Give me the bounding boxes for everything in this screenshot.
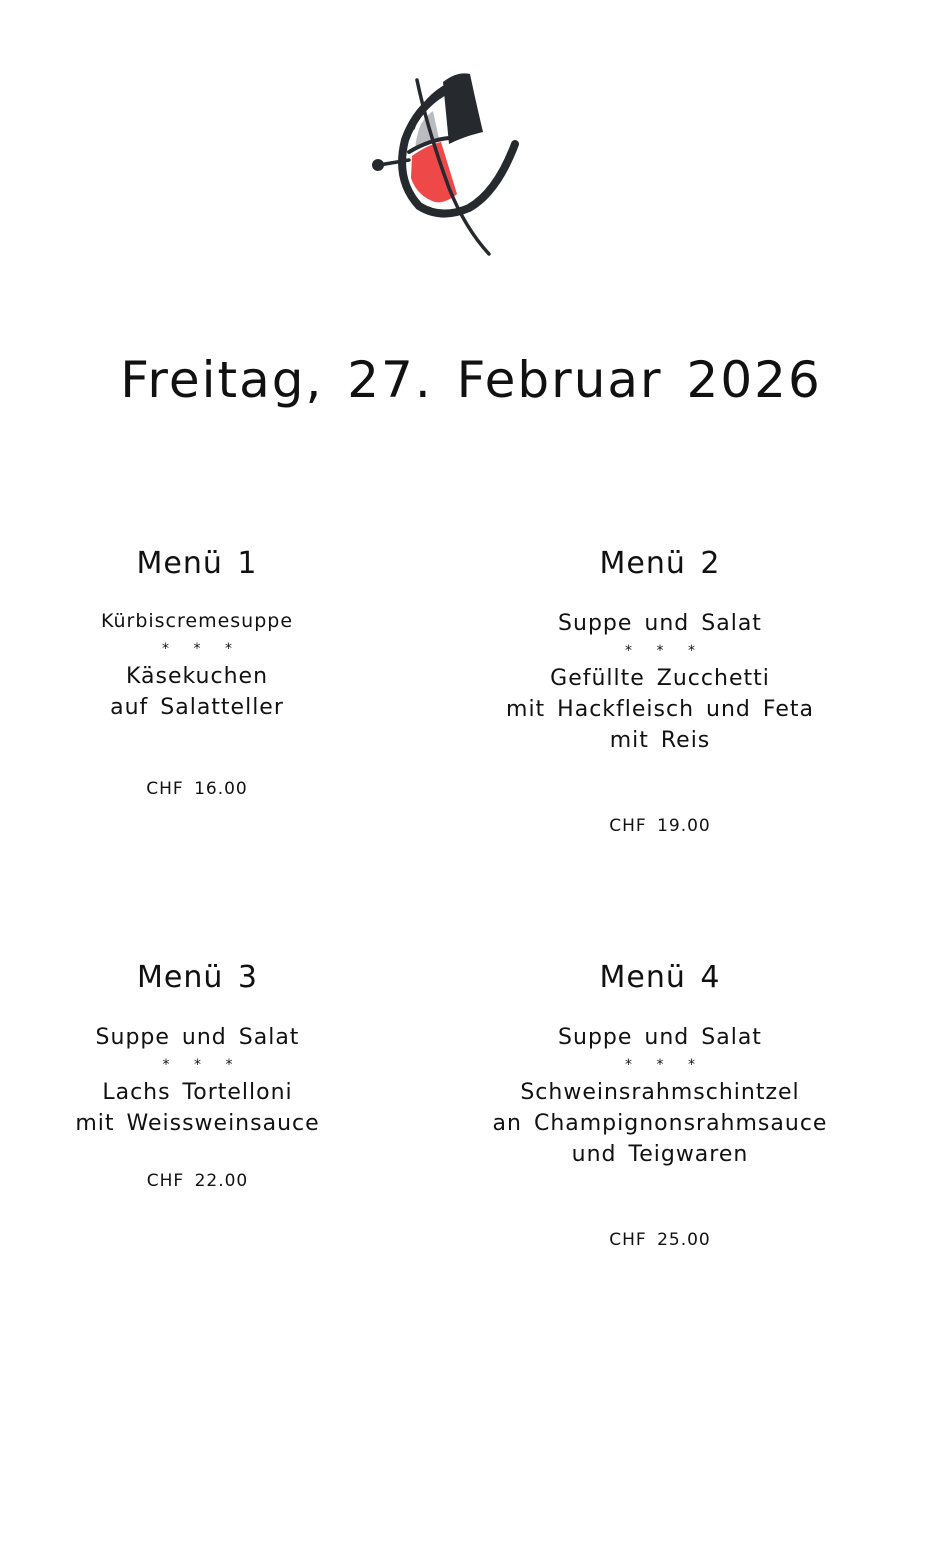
course-separator: * * * [162,641,242,657]
menu-main-line: und Teigwaren [571,1142,749,1167]
menu-heading: Menü 4 [599,960,721,995]
restaurant-logo [365,68,525,263]
menu-starter: Suppe und Salat [95,1025,300,1050]
menu-heading: Menü 2 [599,546,721,581]
menu-main-line: mit Reis [609,728,711,753]
menu-main-line: auf Salatteller [110,695,284,720]
course-separator: * * * [162,1057,243,1073]
menu-card-2 [470,544,850,838]
menu-heading: Menü 3 [137,960,258,995]
menu-price: CHF 19.00 [609,816,711,836]
menu-starter: Suppe und Salat [558,1025,762,1050]
course-separator: * * * [625,1057,705,1073]
menu-main-line: an Champignonsrahmsauce [492,1111,828,1136]
menu-card-1 [47,544,347,801]
menu-main-line: mit Weissweinsauce [75,1111,320,1136]
menu-main-line: Käsekuchen [125,664,269,689]
menu-card-4 [470,958,850,1252]
course-separator: * * * [625,643,705,659]
menu-main-line: Gefüllte Zucchetti [550,666,770,691]
menu-heading: Menü 1 [136,546,258,581]
menu-main-line: Lachs Tortelloni [102,1080,293,1105]
menu-starter: Suppe und Salat [558,611,762,636]
menu-price: CHF 22.00 [146,1171,249,1191]
logo-mark-icon [365,68,525,263]
menu-price: CHF 25.00 [609,1230,711,1250]
page-title: Freitag, 27. Februar 2026 [120,351,822,409]
menu-price: CHF 16.00 [146,779,248,799]
menu-starter: Kürbiscremesuppe [100,610,294,632]
menu-card-3 [40,958,355,1193]
menu-main-line: mit Hackfleisch und Feta [506,697,814,722]
menu-main-line: Schweinsrahmschintzel [520,1080,800,1105]
